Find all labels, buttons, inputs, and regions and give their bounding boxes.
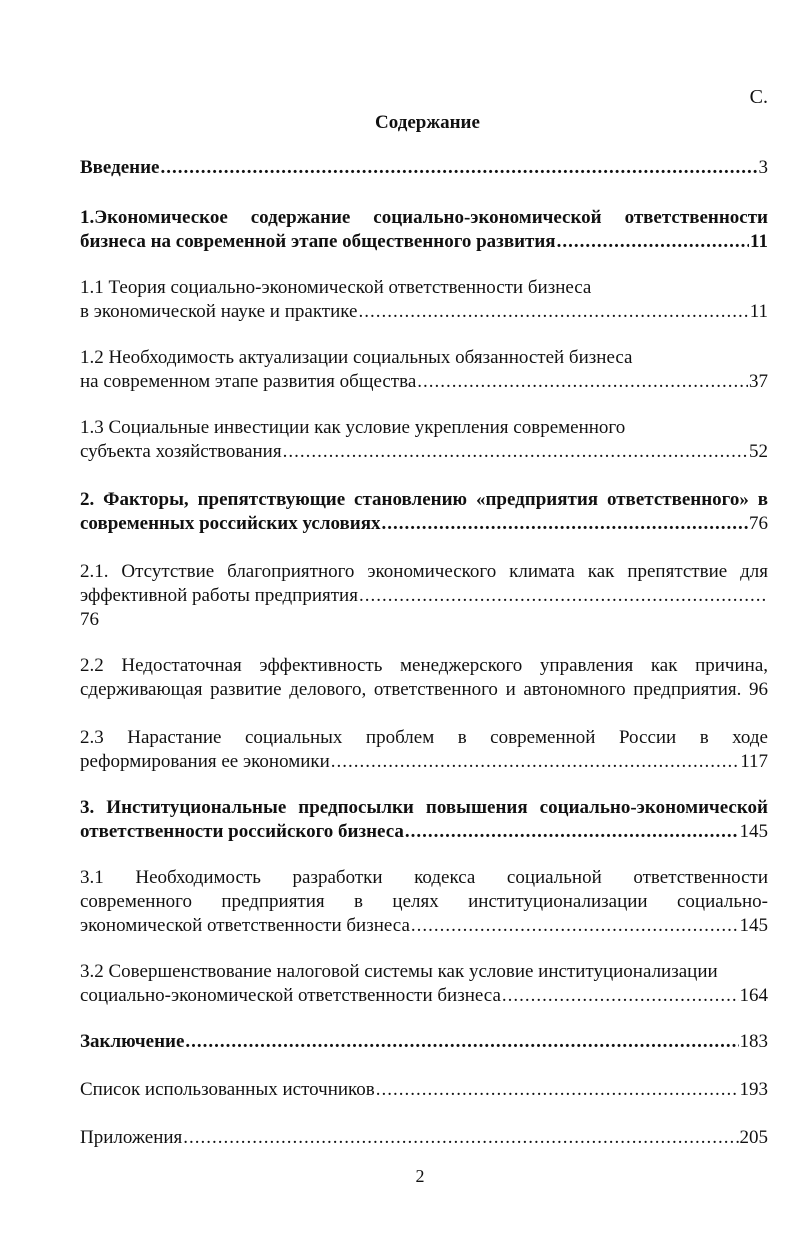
toc-entry-label: субъекта хозяйствования: [80, 441, 282, 462]
toc-entry-section-1-1[interactable]: [80, 276, 768, 324]
toc-entry-line: 1.Экономическое содержание социально-экономической ответственности: [80, 207, 768, 228]
toc-entry-line: современного предприятия в целях институционализации социально-: [80, 891, 768, 912]
toc-entry-line: 2.2 Недостаточная эффективность менеджерского управления как причина,: [80, 655, 768, 676]
toc-entry-label: социально-экономической ответственности бизнеса: [80, 985, 501, 1006]
toc-entry-chapter-1[interactable]: [80, 206, 768, 254]
toc-entry-label: Заключение: [80, 1031, 185, 1052]
toc-page-number: 3: [758, 157, 768, 178]
toc-entry-line: 1.2 Необходимость актуализации социальных обязанностей бизнеса: [80, 347, 633, 368]
toc-entry-intro[interactable]: [80, 156, 768, 180]
toc-entry-section-2-1[interactable]: [80, 560, 768, 632]
toc-page-number: 164: [739, 985, 768, 1006]
toc-page-number: 52: [749, 441, 768, 462]
toc-entry-label: Введение: [80, 157, 160, 178]
toc-entry-label: экономической ответственности бизнеса: [80, 915, 410, 936]
page-column-label: С.: [749, 86, 768, 108]
toc-entry-conclusion[interactable]: [80, 1030, 768, 1054]
toc-page-number: 205: [739, 1127, 768, 1148]
toc-entry-section-1-2[interactable]: [80, 346, 768, 394]
toc-entry-chapter-2[interactable]: [80, 488, 768, 536]
toc-entry-line: 3.1 Необходимость разработки кодекса социальной ответственности: [80, 867, 768, 888]
toc-page-number: 11: [750, 231, 768, 252]
toc-entry-label: Приложения: [80, 1127, 183, 1148]
toc-entry-line: 2. Факторы, препятствующие становлению «предприятия ответственного» в: [80, 489, 768, 510]
toc-entry-section-2-2[interactable]: [80, 654, 768, 702]
toc-title: Содержание: [375, 112, 480, 133]
toc-entry-line: 2.3 Нарастание социальных проблем в современной России в ходе: [80, 727, 768, 748]
toc-entry-label: на современном этапе развития общества: [80, 371, 417, 392]
toc-entry-section-2-3[interactable]: [80, 726, 768, 774]
toc-entry-label: Список использованных источников: [80, 1079, 375, 1100]
toc-entry-line: 3.2 Совершенствование налоговой системы как условие институционализации: [80, 961, 718, 982]
toc-entry-label: ответственности российского бизнеса: [80, 821, 404, 842]
toc-entry-label: эффективной работы предприятия: [80, 585, 358, 606]
toc-page-number: 145: [739, 915, 768, 936]
toc-entry-line: 2.1. Отсутствие благоприятного экономического климата как препятствие для: [80, 561, 768, 582]
toc-entry-line: 3. Институциональные предпосылки повышения социально-экономической: [80, 797, 768, 818]
toc-page-number: 76: [749, 513, 768, 534]
toc-page-number: 11: [749, 301, 768, 322]
toc-entry-section-3-2[interactable]: [80, 960, 768, 1008]
toc-page-number: 76: [80, 609, 99, 630]
toc-entry-label: реформирования ее экономики: [80, 751, 330, 772]
toc-page-number: 37: [749, 371, 768, 392]
toc-entry-label: современных российских условиях: [80, 513, 381, 534]
toc-entry-references[interactable]: [80, 1078, 768, 1102]
page-number: 2: [415, 1166, 425, 1186]
toc-entry-line: 1.1 Теория социально-экономической ответственности бизнеса: [80, 277, 592, 298]
toc-entry-label: бизнеса на современной этапе общественного развития: [80, 231, 556, 252]
toc-page-number: 145: [739, 821, 768, 842]
toc-entry-appendices[interactable]: [80, 1126, 768, 1150]
toc-entry-section-1-3[interactable]: [80, 416, 768, 464]
toc-entry-label: в экономической науке и практике: [80, 301, 358, 322]
toc-entry-chapter-3[interactable]: [80, 796, 768, 844]
toc-entry-line: 1.3 Социальные инвестиции как условие укрепления современного: [80, 417, 626, 438]
toc-entry-line: сдерживающая развитие делового, ответственного и автономного предприятия. 96: [80, 679, 768, 700]
toc-page-number: 183: [739, 1031, 768, 1052]
toc-entry-section-3-1[interactable]: [80, 866, 768, 938]
toc-page-number: 193: [739, 1079, 768, 1100]
toc-page-number: 117: [740, 751, 768, 772]
